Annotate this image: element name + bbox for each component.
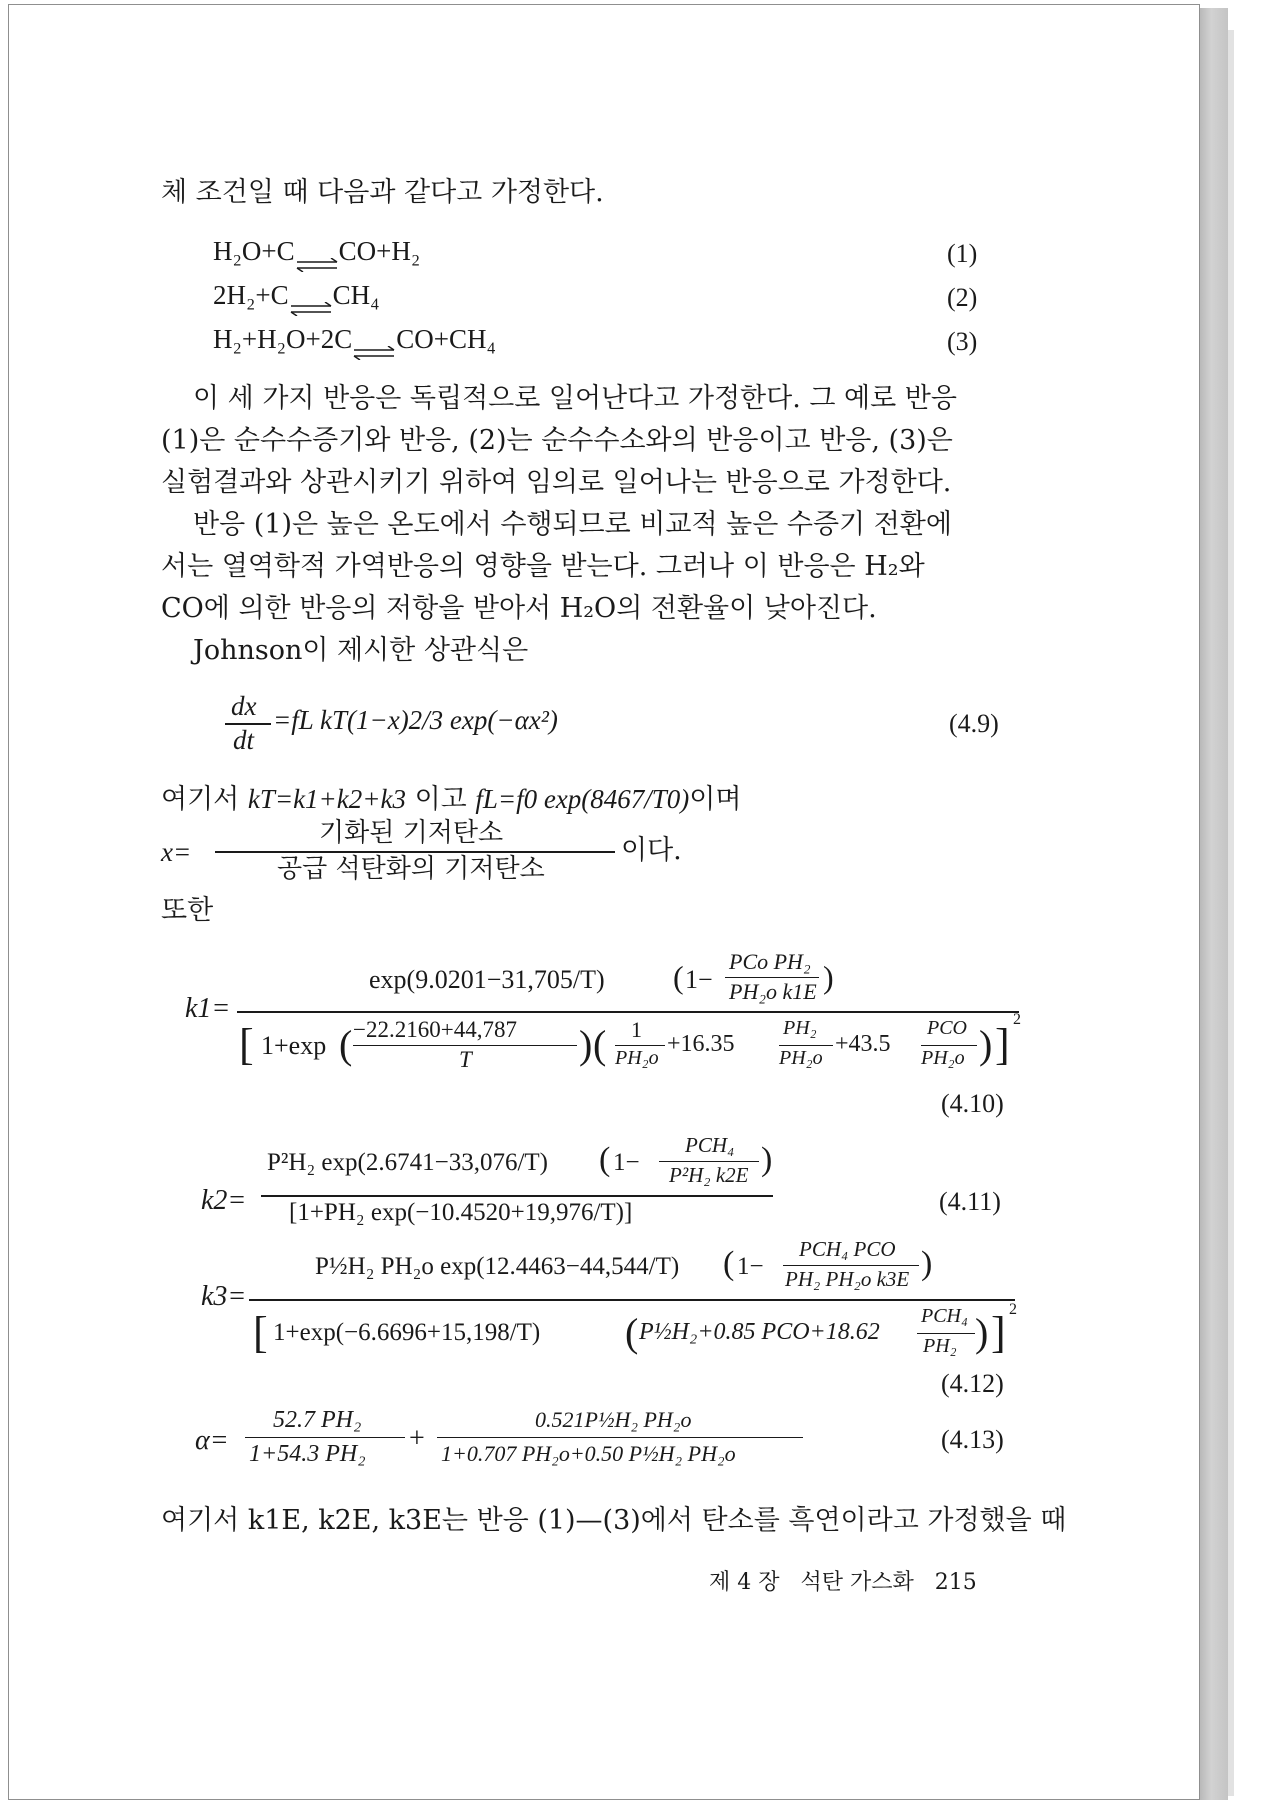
eq413-t2-bot: 1+0.707 PH₂o+0.50 P½H₂ PH₂o: [441, 1441, 736, 1466]
paragraph-1-line-1: 이 세 가지 반응은 독립적으로 일어난다고 가정한다. 그 예로 반응: [193, 383, 957, 414]
eq411-den: [1+PH₂ exp(−10.4520+19,976/T)]: [289, 1199, 633, 1226]
eq412-paren-close: ): [921, 1245, 933, 1282]
eq410-den-d-top: PCO: [927, 1017, 967, 1039]
reaction-3: [213, 323, 496, 355]
equilibrium-arrow-icon: [289, 291, 333, 305]
reaction-2-number: (2): [947, 283, 978, 312]
eq410-bracket-open: [: [239, 1020, 254, 1069]
eq413-plus: +: [409, 1423, 425, 1454]
x-def-suffix: 이다.: [621, 835, 682, 866]
eq412-lhs: k3=: [201, 1281, 247, 1312]
running-footer: [709, 1565, 977, 1596]
book-spine: [1200, 8, 1228, 1800]
paragraph-1-line-3: 실험결과와 상관시키기 위하여 임의로 일어나는 반응으로 가정한다.: [161, 467, 952, 498]
equilibrium-arrow-icon: [352, 335, 396, 349]
x-def-numerator: 기화된 기저탄소: [319, 818, 504, 848]
eq413-number: (4.13): [941, 1425, 1004, 1454]
johnson-line: Johnson이 제시한 상관식은: [193, 635, 529, 666]
eq413-t2-top: 0.521P½H₂ PH₂o: [535, 1407, 692, 1432]
reaction-1-number: (1): [947, 239, 978, 268]
eq413-lhs: α=: [195, 1425, 229, 1456]
eq49-lhs-denominator: dt: [233, 725, 255, 755]
eq410-den-d-bar: [921, 1045, 977, 1046]
eq411-lhs: k2=: [201, 1185, 247, 1216]
eq410-den-frac-bar: [353, 1045, 577, 1046]
reaction-1-rhs: CO+H₂: [338, 236, 421, 266]
eq411-one-minus: 1−: [613, 1149, 640, 1176]
eq411-main-fraction-bar: [261, 1195, 773, 1197]
where-line: [161, 783, 741, 816]
eq412-den-frac-bar: [917, 1333, 975, 1334]
reaction-3-number: (3): [947, 327, 978, 356]
reaction-1-lhs: H₂O+C: [213, 236, 295, 266]
eq412-num-frac-top: PCH₄ PCO: [799, 1237, 896, 1261]
eq410-num-frac-bar: [725, 977, 819, 978]
eq411-num-frac-bar: [659, 1161, 759, 1162]
eq412-one-minus: 1−: [737, 1253, 764, 1280]
eq410-den-b-bar: [615, 1045, 665, 1046]
where-mid: 이고: [414, 784, 467, 815]
eq410-den-paren-1: (: [339, 1022, 353, 1067]
eq410-main-fraction-bar: [237, 1011, 1019, 1013]
eq412-num-main: P½H₂ PH₂o exp(12.4463−44,544/T): [315, 1253, 680, 1280]
eq412-paren-open: (: [723, 1245, 735, 1282]
eq412-num-frac-bot: PH₂ PH₂o k3E: [785, 1267, 910, 1291]
paragraph-1-line-2: (1)은 순수수증기와 반응, (2)는 순수수소와의 반응이고 반응, (3)은: [161, 425, 953, 456]
where-kt: kT=k1+k2+k3: [247, 784, 406, 814]
equilibrium-arrow-icon: [295, 247, 339, 261]
where-suffix: 이며: [689, 784, 742, 815]
eq410-den-c-bar: [779, 1045, 833, 1046]
reaction-2-lhs: 2H₂+C: [213, 280, 289, 310]
eq410-den-paren-1-close: ): [579, 1022, 593, 1067]
eq412-den-inner: P½H₂+0.85 PCO+18.62: [639, 1319, 880, 1345]
eq410-den-paren-2-close: ): [979, 1022, 993, 1067]
eq411-paren-open: (: [599, 1141, 611, 1178]
eq410-number: (4.10): [941, 1089, 1004, 1118]
eq410-den-a: 1+exp: [261, 1031, 327, 1060]
eq410-den-c-top: PH₂: [783, 1017, 817, 1039]
footer-title: 석탄 가스화: [800, 1570, 914, 1595]
eq410-exponent: 2: [1013, 1011, 1021, 1028]
eq410-one-minus: 1−: [685, 965, 713, 994]
eq412-den-frac-top: PCH₄: [921, 1305, 968, 1327]
eq49-lhs-numerator: dx: [231, 691, 257, 721]
reaction-3-rhs: CO+CH₄: [396, 324, 496, 354]
eq410-lhs: k1=: [185, 993, 231, 1024]
where-prefix: 여기서: [161, 784, 240, 815]
eq410-den-frac-top: −22.2160+44,787: [353, 1017, 517, 1042]
eq49-rhs: =fL kT(1−x)2/3 exp(−αx²): [273, 705, 558, 735]
eq410-num-frac-top: PCo PH₂: [729, 949, 811, 974]
eq413-t2-bar: [437, 1437, 803, 1438]
eq410-den-b-bot: PH₂o: [615, 1047, 659, 1069]
eq411-num-frac-top: PCH₄: [685, 1133, 735, 1157]
eq410-den-c-bot: PH₂o: [779, 1047, 823, 1069]
paragraph-2-line-3: CO에 의한 반응의 저항을 받아서 H₂O의 전환율이 낮아진다.: [161, 593, 877, 624]
eq412-den-paren-open: (: [625, 1310, 639, 1355]
footer-page-number: 215: [934, 1570, 977, 1595]
eq49-number: (4.9): [949, 709, 999, 738]
eq410-den-frac-bot: T: [459, 1047, 472, 1072]
reaction-3-lhs: H₂+H₂O+2C: [213, 324, 353, 354]
eq410-num-main: exp(9.0201−31,705/T): [369, 965, 605, 994]
eq410-bracket-close: ]: [995, 1020, 1010, 1069]
eq410-paren-close: ): [823, 959, 834, 995]
reaction-2-rhs: CH₄: [332, 280, 380, 310]
x-def-denominator: 공급 석탄화의 기저탄소: [277, 854, 545, 884]
paragraph-2-line-1: 반응 (1)은 높은 온도에서 수행되므로 비교적 높은 수증기 전환에: [193, 509, 952, 540]
eq412-bracket-close: ]: [991, 1308, 1006, 1357]
eq410-den-d: +43.5: [835, 1031, 891, 1057]
where-fl: fL=f0 exp(8467/T0): [475, 784, 690, 814]
eq411-num-frac-bot: P²H₂ k2E: [669, 1163, 749, 1187]
eq413-t1-bot: 1+54.3 PH₂: [249, 1441, 366, 1467]
footer-chapter: 제 4 장: [709, 1570, 780, 1595]
eq413-t1-bar: [245, 1437, 405, 1438]
eq412-number: (4.12): [941, 1369, 1004, 1398]
eq411-num-main: P²H₂ exp(2.6741−33,076/T): [267, 1149, 548, 1176]
x-def-lhs: x=: [161, 837, 192, 867]
paragraph-2-line-2: 서는 열역학적 가역반응의 영향을 받는다. 그러나 이 반응은 H₂와: [161, 551, 925, 582]
eq412-exponent: 2: [1009, 1301, 1017, 1318]
eq412-den-paren-close: ): [975, 1310, 989, 1355]
eq412-den-main: 1+exp(−6.6696+15,198/T): [273, 1319, 541, 1346]
eq410-paren-open: (: [673, 959, 684, 995]
eq410-den-c: +16.35: [667, 1031, 735, 1057]
eq410-den-d-bot: PH₂o: [921, 1047, 965, 1069]
eq411-number: (4.11): [939, 1187, 1001, 1216]
eq413-t1-top: 52.7 PH₂: [273, 1407, 362, 1433]
intro-line: 체 조건일 때 다음과 같다고 가정한다.: [161, 177, 604, 208]
book-page: [8, 4, 1200, 1800]
eq412-den-frac-bot: PH₂: [923, 1335, 957, 1357]
book-spine-edge: [1228, 30, 1234, 1796]
eq411-paren-close: ): [761, 1141, 773, 1178]
reaction-2: [213, 279, 380, 311]
eq412-bracket-open: [: [253, 1308, 268, 1357]
eq412-main-fraction-bar: [249, 1299, 1015, 1301]
eq410-den-b-top: 1: [631, 1017, 642, 1042]
eq410-num-frac-bot: PH₂o k1E: [729, 979, 817, 1004]
eq410-den-paren-2: (: [593, 1022, 607, 1067]
reaction-1: [213, 235, 420, 267]
also-line: 또한: [161, 895, 214, 926]
eq412-num-frac-bar: [783, 1265, 919, 1266]
last-line: 여기서 k1E, k2E, k3E는 반응 (1)—(3)에서 탄소를 흑연이라고 가정했을 때: [161, 1505, 1067, 1536]
